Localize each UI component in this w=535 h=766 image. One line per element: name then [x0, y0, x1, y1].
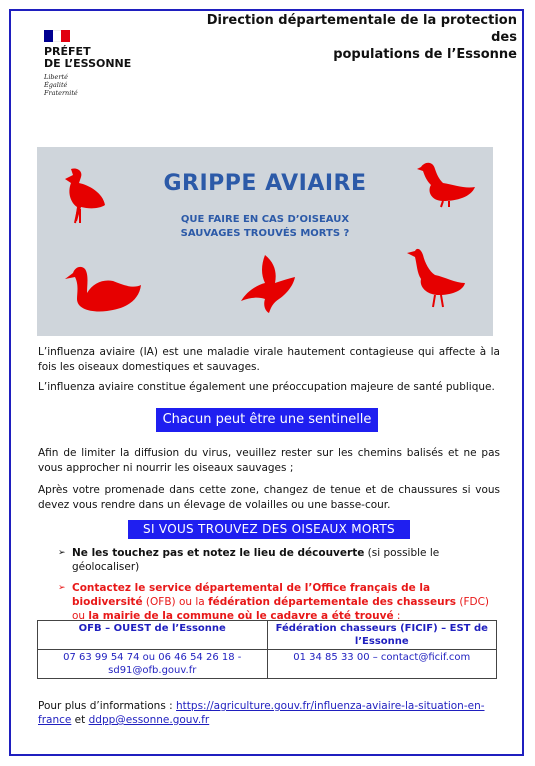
- ofb-header: OFB – OUEST de l’Essonne: [38, 621, 268, 650]
- footer-prefix: Pour plus d’informations :: [38, 700, 177, 712]
- list-item: [58, 581, 498, 623]
- sentinel-heading: Chacun peut être une sentinelle: [156, 408, 378, 432]
- bullet1-rest: (si possible le géolocaliser): [72, 547, 440, 573]
- swan-icon: [63, 259, 143, 317]
- ficif-contact-cell: 01 34 85 33 00 – contact@ficif.com: [267, 650, 497, 679]
- logo-name-line1: PRÉFET: [44, 45, 91, 58]
- banner-title: GRIPPE AVIAIRE: [163, 171, 367, 196]
- bullet2-bold2: fédération départementale des chasseurs: [208, 596, 457, 608]
- intro-paragraph-1: L’influenza aviaire (IA) est une maladie virale hautement contagieuse qui affecte à la fois les oiseaux domestiques et sauvages.: [38, 346, 500, 373]
- bullet2-bold3: la mairie de la commune où le cadavre a été trouvé: [88, 610, 394, 622]
- banner-subtitle-line1: QUE FAIRE EN CAS D’OISEAUX: [180, 214, 350, 225]
- ficif-header: Fédération chasseurs (FICIF) – EST de l’Essonne: [267, 621, 497, 650]
- header-title-line1: Direction départementale de la protection des: [206, 13, 517, 45]
- motto-liberte: Liberté: [44, 73, 68, 81]
- header-title: [187, 12, 517, 63]
- contacts-table: [37, 620, 497, 679]
- flying-goose-icon: [235, 251, 299, 315]
- arrow-bullet-icon: ➢: [58, 548, 66, 558]
- banner-subtitle-line2: SAUVAGES TROUVÉS MORTS ?: [180, 228, 350, 239]
- bullet1-bold: Ne les touchez pas et notez le lieu de découverte: [72, 547, 365, 559]
- goose-icon: [405, 245, 467, 309]
- bullet2-plain1: (OFB) ou la: [142, 596, 209, 608]
- footer-info: [38, 699, 500, 727]
- advice-paragraph-2: Après votre promenade dans cette zone, changez de tenue et de chaussures si vous devez vous rendre dans un élevage de volailles ou une basse-cour.: [38, 484, 500, 511]
- avian-flu-banner: [37, 147, 493, 336]
- prefecture-logo: [44, 30, 131, 97]
- arrow-bullet-icon: ➢: [58, 583, 66, 593]
- dead-birds-heading: SI VOUS TROUVEZ DES OISEAUX MORTS: [128, 520, 410, 539]
- bullet2-bold1: Contactez le service départemental de l’Office français de la biodiversité: [72, 582, 431, 608]
- ofb-contact-cell: 07 63 99 54 74 ou 06 46 54 26 18 - sd91@ofb.gouv.fr: [38, 650, 268, 679]
- french-flag-icon: [44, 30, 70, 42]
- table-row: [38, 650, 497, 679]
- advice-paragraph-1: Afin de limiter la diffusion du virus, veuillez rester sur les chemins balisés et ne pas vous approcher ni nourrir les oiseaux sauvages ;: [38, 447, 500, 474]
- ddpp-email-link[interactable]: ddpp@essonne.gouv.fr: [88, 714, 210, 726]
- motto-egalite: Égalité: [44, 81, 68, 89]
- duck-icon: [415, 157, 477, 209]
- intro-paragraph-2: L’influenza aviaire constitue également une préoccupation majeure de santé publique.: [38, 381, 495, 393]
- bullet2-plain2: (FDC) ou: [72, 596, 490, 622]
- instructions-list: [58, 546, 498, 623]
- header-title-line2: populations de l’Essonne: [333, 47, 517, 62]
- bullet2-plain3: :: [393, 610, 401, 622]
- motto-fraternite: Fraternité: [44, 89, 78, 97]
- gull-icon: [59, 165, 109, 227]
- agriculture-link[interactable]: https://agriculture.gouv.fr/influenza-aviaire-la-situation-en-france: [38, 700, 485, 726]
- table-header-row: [38, 621, 497, 650]
- logo-name-line2: DE L’ESSONNE: [44, 57, 132, 70]
- list-item: [58, 546, 498, 574]
- republic-motto: [44, 73, 131, 97]
- footer-middle: et: [71, 714, 89, 726]
